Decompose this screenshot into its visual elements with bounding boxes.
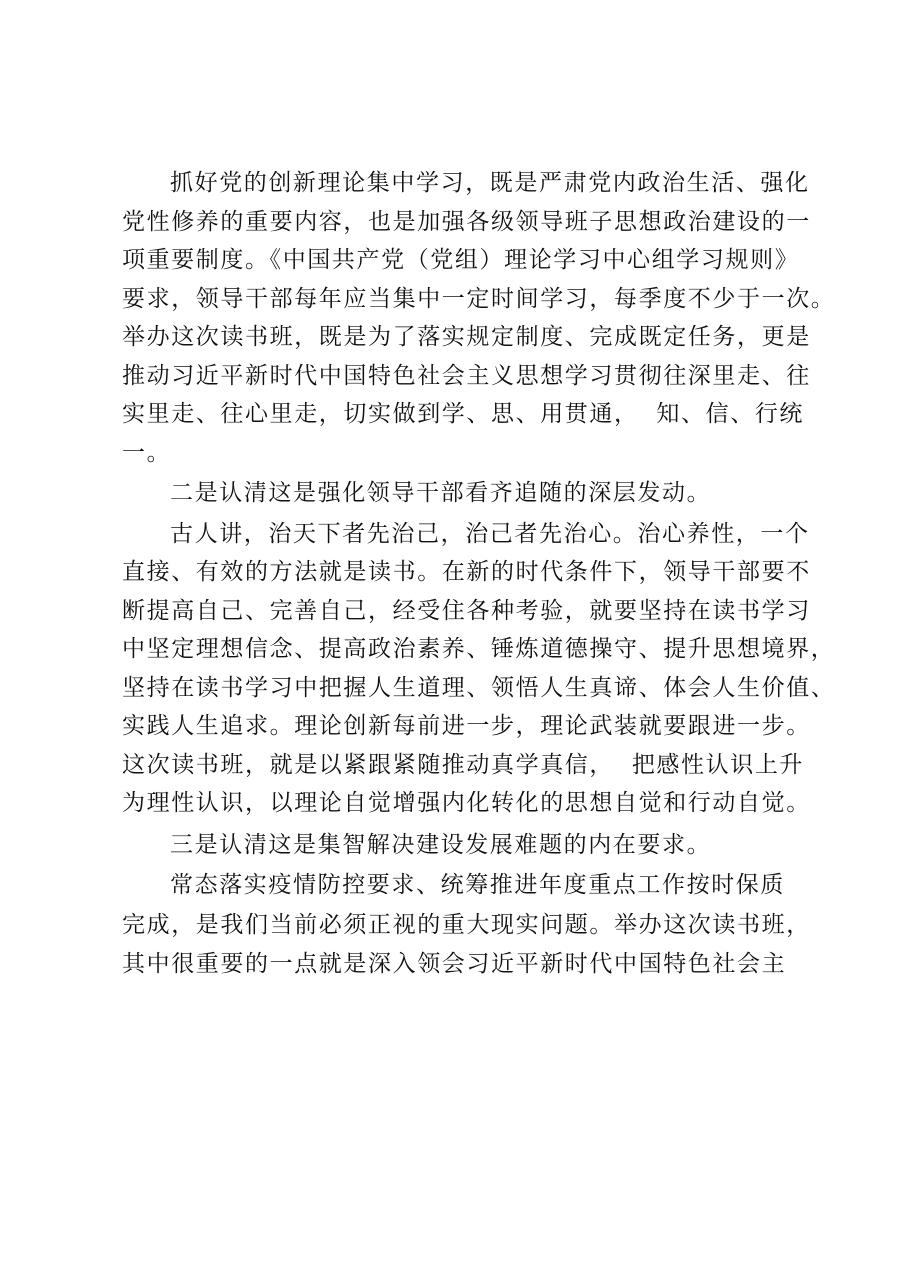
paragraph-line: 实践人生追求。理论创新每前进一步，理论武装就要跟进一步。 xyxy=(122,713,811,739)
section-heading: 二是认清这是强化领导干部看齐追随的深层发动。 xyxy=(170,480,712,506)
paragraph-line: 举办这次读书班，既是为了落实规定制度、完成既定任务，更是 xyxy=(122,324,811,350)
paragraph-line: 实里走、往心里走，切实做到学、思、用贯通， 知、信、行统 xyxy=(122,401,805,427)
paragraph-line: 推动习近平新时代中国特色社会主义思想学习贯彻往深里走、往 xyxy=(122,363,811,389)
paragraph-line: 项重要制度。《中国共产党（党组）理论学习中心组学习规则》 xyxy=(122,247,800,273)
paragraph-line: 要求，领导干部每年应当集中一定时间学习，每季度不少于一次。 xyxy=(122,286,836,312)
paragraph-line: 断提高自己、完善自己，经受住各种考验，就要坚持在读书学习 xyxy=(122,598,811,624)
paragraph-line: 完成，是我们当前必须正视的重大现实问题。举办这次读书班， xyxy=(122,912,811,938)
paragraph-line: 一。 xyxy=(122,440,172,466)
paragraph-line: 坚持在读书学习中把握人生道理、领悟人生真谛、体会人生价值、 xyxy=(122,675,836,701)
paragraph-line: 为理性认识，以理论自觉增强内化转化的思想自觉和行动自觉。 xyxy=(122,790,811,816)
paragraph-line: 常态落实疫情防控要求、统筹推进年度重点工作按时保质 xyxy=(170,872,785,898)
paragraph-line: 直接、有效的方法就是读书。在新的时代条件下，领导干部要不 xyxy=(122,559,811,585)
paragraph-line: 其中很重要的一点就是深入领会习近平新时代中国特色社会主 xyxy=(122,951,787,977)
paragraph-line: 这次读书班，就是以紧跟紧随推动真学真信， 把感性认识上升 xyxy=(122,752,805,778)
paragraph-line: 抓好党的创新理论集中学习，既是严肃党内政治生活、强化 xyxy=(170,170,810,196)
section-heading: 三是认清这是集智解决建设发展难题的内在要求。 xyxy=(170,832,712,858)
paragraph-line: 中坚定理想信念、提高政治素养、锤炼道德操守、提升思想境界， xyxy=(122,636,836,662)
paragraph-line: 党性修养的重要内容，也是加强各级领导班子思想政治建设的一 xyxy=(122,209,811,235)
paragraph-line: 古人讲，治天下者先治己，治己者先治心。治心养性，一个 xyxy=(170,521,810,547)
